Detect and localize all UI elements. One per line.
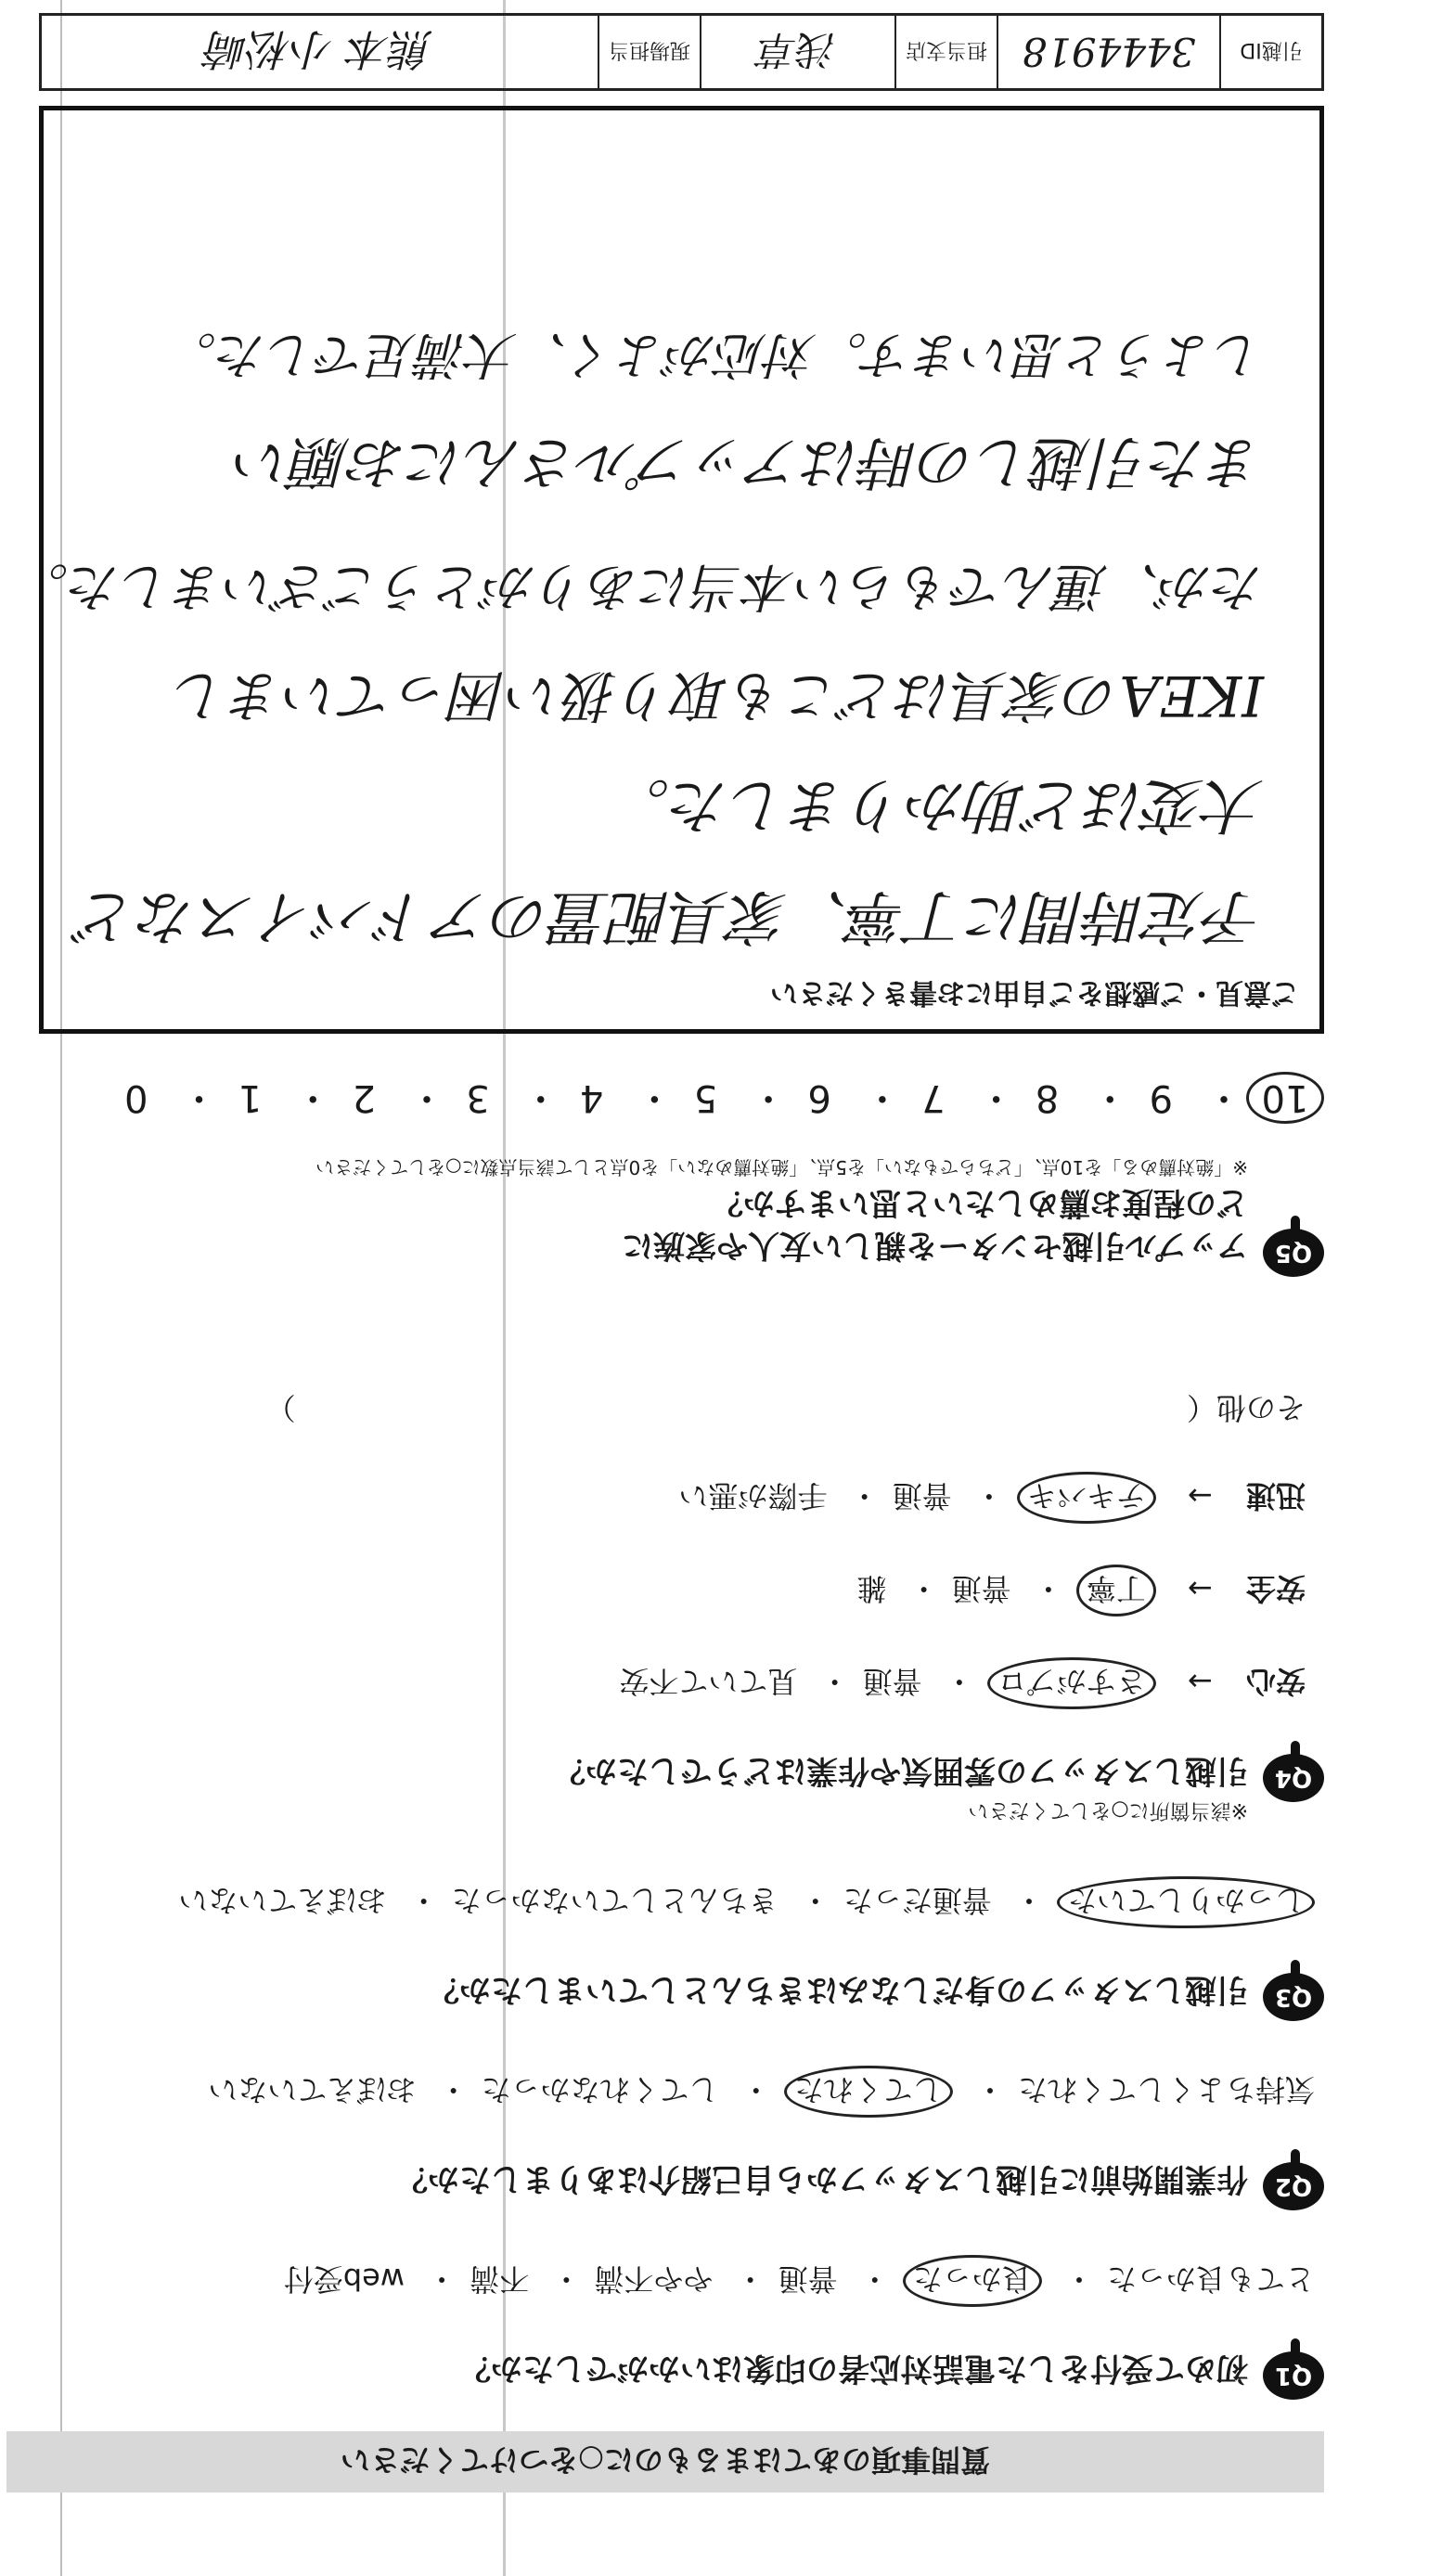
q4-option-selected[interactable]: 丁寧 xyxy=(1076,1565,1156,1616)
q5-note: ※「絶対薦める」を10点、「どちらでもない」を5点、「絶対薦めない」を0点として該当点数に○をしてください xyxy=(315,1156,1248,1179)
arrow-icon: → xyxy=(1188,1664,1213,1699)
q1-option-selected[interactable]: 良かった xyxy=(903,2255,1042,2307)
staff-label: 現場担当 xyxy=(598,16,700,88)
q3-icon: Q3 xyxy=(1263,1973,1324,2021)
q1-icon: Q1 xyxy=(1263,2351,1324,2400)
q4-option-selected[interactable]: さすがプロ xyxy=(987,1657,1156,1709)
q2-icon: Q2 xyxy=(1263,2162,1324,2210)
q5-scale: 10・ 9・ 8・ 7・ 6・ 5・ 4・ 3・ 2・ 1・ 0 xyxy=(108,1072,1324,1127)
scale-3[interactable]: 3 xyxy=(466,1076,490,1119)
comment-line: IKEAの家具はどこも取り扱い困っていまし xyxy=(173,663,1264,728)
scale-10-selected[interactable]: 10 xyxy=(1246,1072,1324,1124)
q3-option[interactable]: 普通だった xyxy=(843,1883,992,1918)
q4-row-label: 安心 xyxy=(1245,1664,1306,1699)
q1-text: 初めて受付をした電話対応者の印象はいかがでしたか？ xyxy=(459,2350,1248,2387)
q3-option-selected[interactable]: しっかりしていた xyxy=(1057,1876,1315,1928)
q4-icon: Q4 xyxy=(1263,1754,1324,1802)
comment-line: たが、運んでもらい本当にありがとうございました。 xyxy=(17,556,1264,616)
q1-option[interactable]: 普通 xyxy=(778,2261,838,2297)
q4-option[interactable]: 見ていて不安 xyxy=(619,1664,798,1699)
q4-row-anshin: 安心 → さすがプロ・ 普通・ 見ていて不安 xyxy=(619,1657,1306,1709)
comment-line: 予定時間に丁寧、家具配置のアドバイスなど xyxy=(77,882,1264,950)
q1-option[interactable]: 不満 xyxy=(470,2261,530,2297)
q2-options: 気持ちよくしてくれた・ してくれた・ してくれなかった・ おぼえていない xyxy=(208,2066,1315,2118)
q2-option-selected[interactable]: してくれた xyxy=(784,2066,953,2118)
comment-title: ご意見・ご感想をご自由にお書きください xyxy=(770,976,1299,1009)
comment-line: また引越しの時はアップルさんにお願い xyxy=(234,429,1264,496)
arrow-icon: → xyxy=(1188,1478,1213,1513)
q4-option[interactable]: 雑 xyxy=(856,1571,887,1606)
q1-option[interactable]: とても良かった xyxy=(1106,2261,1315,2297)
q4-option[interactable]: 普通 xyxy=(892,1478,952,1513)
q2-text: 作業開始前に引越しスタッフから自己紹介はありましたか？ xyxy=(396,2160,1248,2197)
q2-option[interactable]: してくれなかった xyxy=(481,2072,719,2107)
question-1 xyxy=(6,2251,1324,2400)
q4-option[interactable]: 普通 xyxy=(862,1664,922,1699)
q2-option[interactable]: おぼえていない xyxy=(208,2072,417,2107)
question-3 xyxy=(6,1873,1324,2021)
q5-text-line2: どの程度お薦めしたいと思いますか？ xyxy=(712,1184,1248,1221)
q3-text: 引越しスタッフの身だしなみはきちんとしていましたか？ xyxy=(428,1971,1248,2008)
q3-option[interactable]: きちんとしていなかった xyxy=(451,1883,778,1918)
scale-6[interactable]: 6 xyxy=(807,1076,831,1119)
q4-row-anzen: 安全 → 丁寧・ 普通・ 雑 xyxy=(856,1565,1306,1616)
q4-other-label: その他（ xyxy=(1186,1390,1306,1425)
q4-row-jinsoku: 迅速 → テキパキ・ 普通・ 手際が悪い xyxy=(678,1472,1306,1524)
comment-box[interactable] xyxy=(17,106,1324,1034)
q1-option[interactable]: web受付 xyxy=(283,2261,405,2297)
branch-value[interactable]: 浅草 xyxy=(700,16,894,88)
scale-5[interactable]: 5 xyxy=(693,1076,718,1119)
q4-row-label: 安全 xyxy=(1245,1571,1306,1606)
q5-icon: Q5 xyxy=(1263,1229,1324,1277)
id-value[interactable]: 3444918 xyxy=(997,16,1219,88)
scale-1[interactable]: 1 xyxy=(238,1076,263,1119)
q4-other xyxy=(25,1388,1306,1431)
instructions-header: 質問事項のあてはまるものに○をつけてください xyxy=(6,2431,1324,2492)
q1-options: とても良かった・ 良かった・ 普通・ やや不満・ 不満・ web受付 xyxy=(284,2255,1315,2307)
scale-2[interactable]: 2 xyxy=(352,1076,376,1119)
scale-0[interactable]: 0 xyxy=(124,1076,148,1119)
q5-text-line1: アップル引越センターを親しい友人や家族に xyxy=(622,1227,1248,1264)
question-4 xyxy=(6,1320,1324,1822)
scale-7[interactable]: 7 xyxy=(921,1076,946,1119)
q3-options: しっかりしていた・ 普通だった・ きちんとしていなかった・ おぼえていない xyxy=(178,1876,1315,1928)
q1-option[interactable]: やや不満 xyxy=(594,2261,714,2297)
q4-option-selected[interactable]: テキパキ xyxy=(1017,1472,1156,1524)
arrow-icon: → xyxy=(1188,1571,1213,1606)
staff-id-table xyxy=(39,13,1324,91)
comment-line: 大変ほど助かりました。 xyxy=(611,770,1264,839)
branch-label: 担当支店 xyxy=(894,16,997,88)
q4-note: ※該当箇所に○をしてください xyxy=(968,1798,1248,1822)
scale-4[interactable]: 4 xyxy=(579,1076,604,1119)
q4-option[interactable]: 普通 xyxy=(951,1571,1011,1606)
question-5 xyxy=(6,1138,1324,1277)
q4-option[interactable]: 手際が悪い xyxy=(678,1478,828,1513)
scale-8[interactable]: 8 xyxy=(1035,1076,1060,1119)
q2-option[interactable]: 気持ちよくしてくれた xyxy=(1017,2072,1315,2107)
question-2 xyxy=(6,2062,1324,2210)
comment-line: しようと思います。対応がよく、大満足でした。 xyxy=(166,326,1264,384)
id-label: 引越ID xyxy=(1219,16,1321,88)
q4-text: 引越しスタッフの雰囲気や作業はどうでしたか？ xyxy=(554,1752,1248,1789)
q4-row-label: 迅速 xyxy=(1245,1478,1306,1513)
scale-9[interactable]: 9 xyxy=(1149,1076,1174,1119)
staff-value[interactable]: 熊本 小松崎 xyxy=(206,24,433,74)
q3-option[interactable]: おぼえていない xyxy=(178,1883,387,1918)
q4-other-close: ） xyxy=(265,1390,296,1425)
